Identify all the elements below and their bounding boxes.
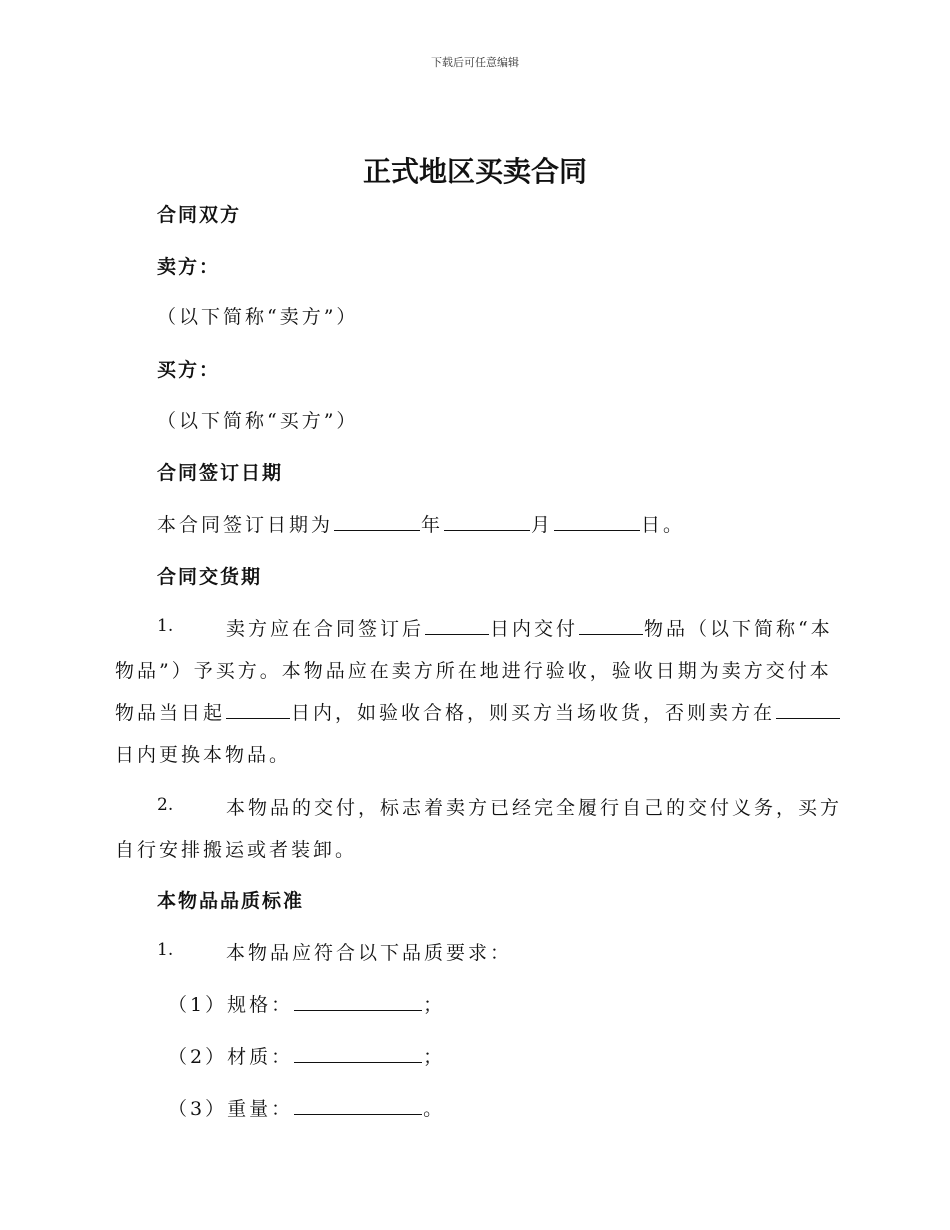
spec-row <box>168 1094 445 1121</box>
quality-item1-number: 1. <box>157 940 174 960</box>
buyer-label: 买方： <box>157 359 221 381</box>
replace-days-blank[interactable] <box>776 700 840 719</box>
year-label: 年 <box>421 514 444 536</box>
delivery-line3-part-b: 日内，如验收合格，则买方当场收货，否则卖方在 <box>291 702 776 724</box>
spec-blank[interactable] <box>294 1096 422 1115</box>
day-blank[interactable] <box>554 512 640 531</box>
spec-label: （3）重量： <box>168 1098 294 1120</box>
delivery-item1-line3 <box>115 698 841 725</box>
spec-label: （2）材质： <box>168 1046 294 1068</box>
spec-end: 。 <box>423 1098 446 1120</box>
sign-date-prefix: 本合同签订日期为 <box>157 514 334 536</box>
delivery-item2-line2: 自行安排搬运或者装卸。 <box>115 839 358 861</box>
delivery-line3-part-a: 物品当日起 <box>115 702 226 724</box>
sign-date-line <box>157 510 685 537</box>
spec-row <box>168 1042 445 1069</box>
goods-blank[interactable] <box>579 616 643 635</box>
delivery-item1-line2: 物品”）予买方。本物品应在卖方所在地进行验收，验收日期为卖方交付本 <box>115 660 832 682</box>
delivery-item1-line4: 日内更换本物品。 <box>115 744 292 766</box>
spec-row <box>168 990 445 1017</box>
seller-label: 卖方： <box>157 256 221 278</box>
document-title: 正式地区买卖合同 <box>362 155 587 188</box>
day-label: 日。 <box>641 514 686 536</box>
inspection-days-blank[interactable] <box>226 700 290 719</box>
spec-end: ； <box>423 1046 446 1068</box>
quality-item1-text: 本物品应符合以下品质要求： <box>226 942 513 964</box>
delivery-days-blank[interactable] <box>425 616 489 635</box>
month-label: 月 <box>531 514 554 536</box>
delivery-heading: 合同交货期 <box>157 566 263 588</box>
delivery-line1-part-b: 日内交付 <box>490 618 579 640</box>
spec-blank[interactable] <box>294 992 422 1011</box>
quality-heading: 本物品品质标准 <box>157 890 305 912</box>
parties-heading: 合同双方 <box>157 204 242 226</box>
spec-blank[interactable] <box>294 1044 422 1063</box>
sign-date-heading: 合同签订日期 <box>157 462 284 484</box>
delivery-item2-line1: 本物品的交付，标志着卖方已经完全履行自己的交付义务，买方 <box>226 797 843 819</box>
year-blank[interactable] <box>334 512 420 531</box>
delivery-item2-number: 2. <box>157 795 174 815</box>
spec-end: ； <box>423 994 446 1016</box>
seller-note: （以下简称“卖方”） <box>157 306 359 328</box>
spec-label: （1）规格： <box>168 994 294 1016</box>
buyer-note: （以下简称“买方”） <box>157 410 359 432</box>
month-blank[interactable] <box>444 512 530 531</box>
delivery-item1-line1 <box>226 614 833 641</box>
delivery-line1-part-c: 物品（以下简称“本 <box>644 618 833 640</box>
header-note: 下载后可任意编辑 <box>431 56 519 69</box>
delivery-item1-number: 1. <box>157 616 174 636</box>
delivery-line1-part-a: 卖方应在合同签订后 <box>226 618 425 640</box>
